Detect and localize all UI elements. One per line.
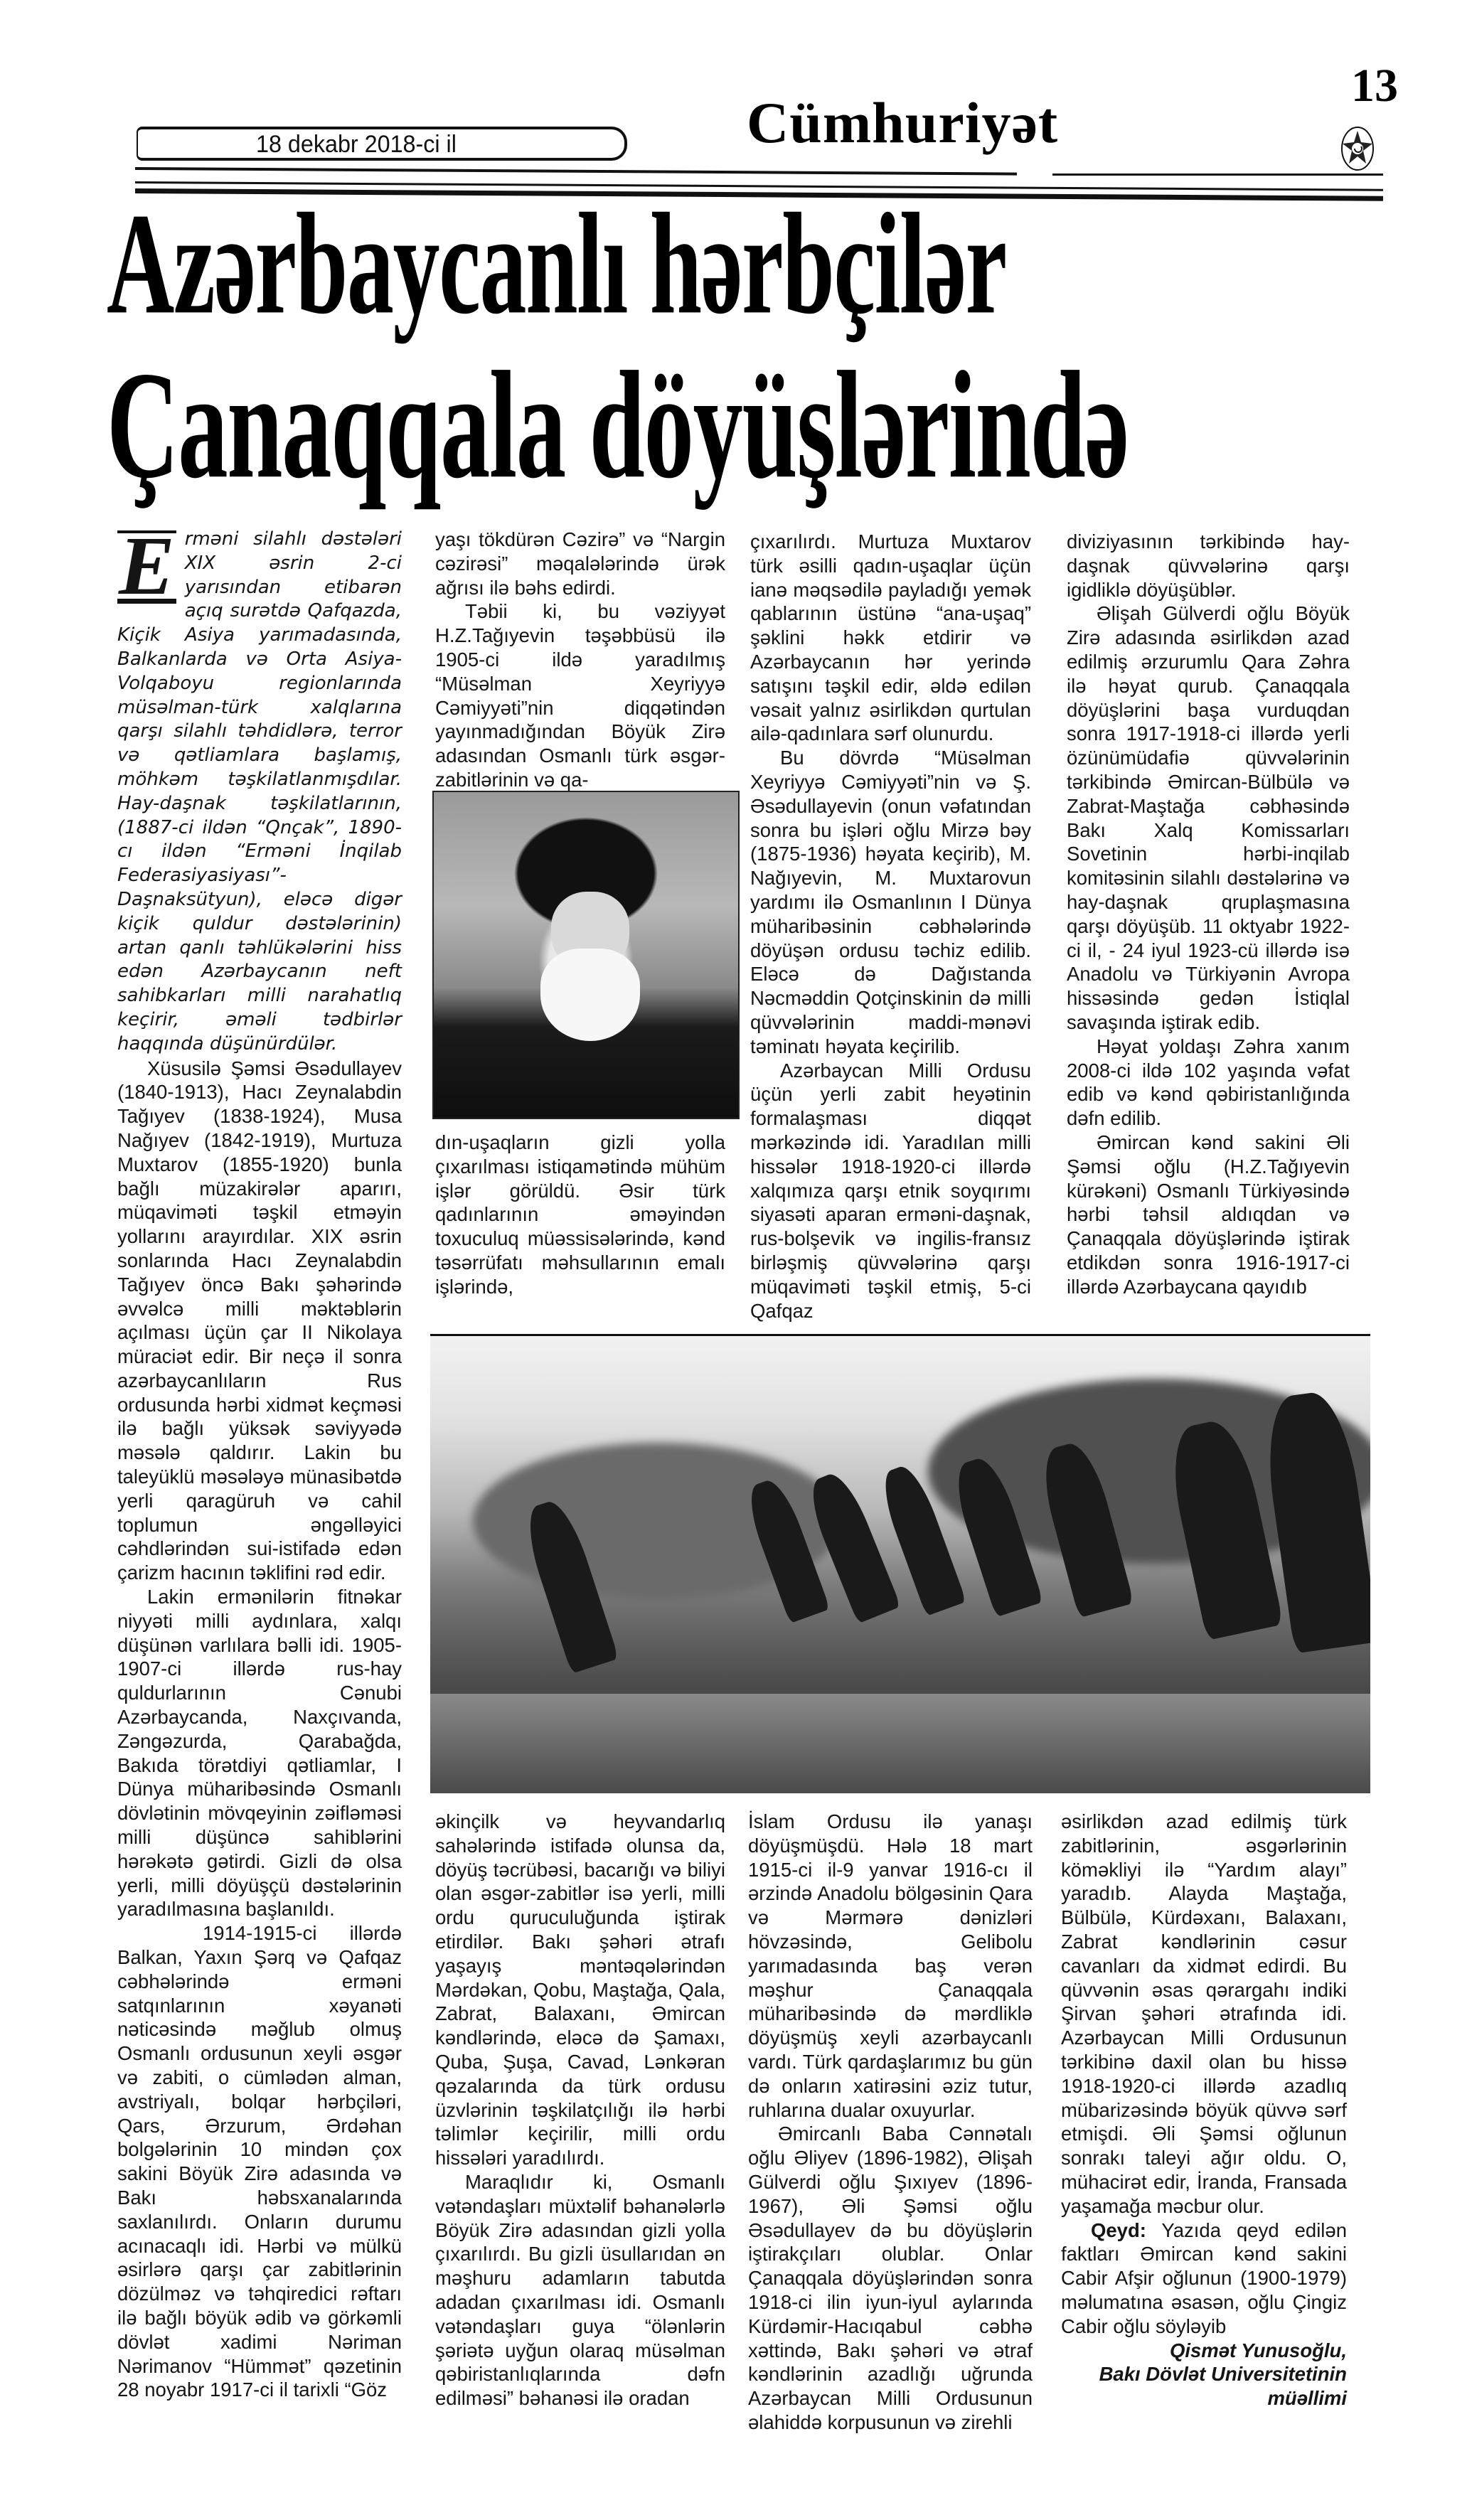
note-label: Qeyd: — [1091, 2219, 1146, 2241]
battlefield-ground — [430, 1694, 1370, 1793]
paragraph: əsirlikdən azad edilmiş türk zabitlərinin, əsgərlərinin köməkliyi ilə “Yardım alayı” yaradıb. Alayda Maştağa, Bülbülə, Kürdəxanı, Balaxanı, Zabrat kəndlərinin cəsur cavanları da xidmət edirdi. Bu qüvvənin əsas qərargahı indiki Şirvan şəhəri ətrafında idi. Azərbaycan Milli Ordusunun tərkibinə daxil olan bu hissə 1918-1920-ci illərdə azadlıq mübarizəsində böyük qüvvə sərf etmişdi. Əli Şəmsi oğlunun sonrakı taleyi ağır oldu. O, mühacirət edir, İranda, Fransada yaşamağa məcbur olur. — [1061, 1810, 1347, 2217]
article-lead — [117, 519, 402, 1057]
header-rule-top — [135, 167, 1017, 176]
paragraph: Xüsusilə Şəmsi Əsədullayev (1840-1913), Hacı Zeynalabdin Tağıyev (1838-1924), Musa Nağıyev (1842-1919), Murtuza Muxtarov (1855-1920) bunla bağlı müzakirələr aparırı, müqavimәti təşkil etməyin yollarını arayırdılar. XIX əsrin sonlarında Hacı Zeynalabdin Tağıyev öncə Bakı şəhərində əvvəlcə milli məktəblərin açılması üçün çar II Nikolaya müraciət edir. Bir neçə il sonra azərbaycanlıların Rus ordusunda hərbi xidmət keçməsi ilə bağlı yüksək səviyyədə məsələ qaldırır. Lakin bu taleyüklü məsələyə münasibətdə yerli qaragüruh və cahil toplumun əngəlləyici cəhdlərindən sui-istifadə edən çarizm hacının təklifini rəd edir. — [117, 1057, 402, 1584]
paragraph: Həyat yoldaşı Zəhra xanım 2008-ci ildə 102 yaşında vəfat edib və kənd qəbiristanlığında dəfn edilib. — [1067, 1035, 1350, 1130]
paragraph: çıxarılırdı. Murtuza Muxtarov türk əsilli qadın-uşaqlar üçün ianə məqsədilə payladığı yemək qablarının üstünə “ana-uşaq” şəklini həkk etdirir və Azərbaycanın hər yerində satışını təşkil edir, əldə edilən vəsait yalnız əsirlikdən qurtulan ailə-qadınlara sərf olunurdu. — [750, 530, 1031, 745]
paragraph: diviziyasının tərkibində hay-daşnak qüvvələrinə qarşı igidliklə döyüşüblər. — [1067, 530, 1350, 601]
paragraph: Təbii ki, bu vəziyyət H.Z.Tağıyevin təşəbbüsü ilə 1905-ci ildə yaradılmış “Müsəlman Xeyriyyə Cəmiyyəti”nin diqqətindən yayınmadığından Böyük Zirə adasından Osmanlı türk əsgər-zabitlərinin və qa- — [435, 600, 725, 791]
paragraph: Lakin ermənilərin fitnəkar niyyəti milli aydınlara, xalqı düşünən varlılara bəlli idi. 1905-1907-ci illərdə rus-hay quldurlarının Cənubi Azərbaycanda, Naxçıvanda, Zəngəzurda, Qarabağda, Bakıda törətdiyi qətliamlar, I Dünya müharibəsində Osmanlı dövlətinin mövqeyinin zəifləməsi milli düşüncə sahiblərini hərəkətə gətirdi. Gizli də olsa yerli, milli döyüşçü dəstələrinin yaradılmasına başlanıldı. — [117, 1586, 402, 1921]
paragraph: yaşı tökdürən Cəzirə” və “Nargin cəzirəsi” məqalələrində ürək ağrısı ilə bəhs edirdi. — [435, 528, 725, 599]
drop-cap: E — [119, 519, 175, 612]
newspaper-emblem-icon — [1337, 125, 1378, 172]
page-number: 13 — [1351, 60, 1398, 112]
paragraph: Əmircanlı Baba Cənnətalı oğlu Əliyev (1896-1982), Əlişah Gülverdi oğlu Şıxıyev (1896-1967), Əli Şəmsi oğlu Əsədullayev də bu döyüşlərin iştirakçıları olublar. Onlar Çanaqqala döyüşlərindən sonra 1918-ci ilin iyun-iyul aylarında Kürdəmir-Hacıqabul cəbhə xəttində, Bakı şəhəri və ətraf kəndlərinin azadlığı uğrunda Azərbaycan Milli Ordusunun əlahiddə korpusunun və zirehli — [748, 2123, 1033, 2433]
paragraph: Bu dövrdə “Müsəlman Xeyriyyə Cəmiyyəti”nin və Ş. Əsədullayevin (onun vəfatından sonra bu işləri oğlu Mirzə bəy (1875-1936) həyata keçirib), M. Nağıyevin, M. Muxtarovun yardımı ilə Osmanlının I Dünya müharibəsinin cəbhələrində döyüşən ordusu təchiz edilib. Eləcə də Dağıstanda Nəcməddin Qotçinskinin də milli qüvvələrinin maddi-mənəvi təminatı həyata keçirilib. — [750, 747, 1031, 1057]
article-column-4 — [1067, 530, 1350, 1299]
header-rule-right — [1052, 173, 1383, 176]
article-column-2-top — [435, 528, 725, 792]
note-text: Yazıda qeyd edilən faktları Əmircan kənd sakini Cabir Afşir oğlunun (1900-1979) məlumatına əsasən, oğlu Çingiz Cabir oğlu söyləyib — [1061, 2219, 1347, 2337]
paragraph: 1914-1915-ci illərdə Balkan, Yaxın Şərq və Qafqaz cəbhələrində erməni satqınlarının xəyanəti nəticəsində məğlub olmuş Osmanlı ordusunun xeyli əsgər və zabiti, o cümlədən alman, avstriyalı, bolqar hərbçiləri, Qars, Ərzurum, Ərdəhan bolgələrinin 10 mindən çox sakini Böyük Zirə adasında və Bakı həbsxanalarında saxlanılırdı. Onların durumu acınacaqlı idi. Hərbi və mülkü əsirlərə qarşı çar zabitlərinin dözülməz və təhqiredici rəftarı ilə bağlı böyük ədib və görkəmli dövlət xadimi Nəriman Nərimanov “Hümmət” qəzetinin 28 noyabr 1917-ci il tarixli “Göz — [117, 1922, 402, 2401]
author-name: Qismət Yunusoğlu, — [1169, 2339, 1347, 2361]
article-column-1 — [117, 519, 402, 2402]
article-column-3 — [750, 530, 1031, 1323]
paragraph: dın-uşaqların gizli yolla çıxarılması istiqamətində mühüm işlər görüldü. Əsir türk qadınlarının əməyindən toxuculuq müəssisələrində, kənd təsərrüfatı məhsullarının emalı işlərində, — [435, 1131, 725, 1298]
paragraph: Əmircan kənd sakini Əli Şəmsi oğlu (H.Z.Tağıyevin kürəkəni) Osmanlı Türkiyəsində hərbi təhsil aldıqdan və Çanaqqala döyüşlərində iştirak etdikdən sonra 1916-1917-ci illərdə Azərbaycana qayıdıb — [1067, 1131, 1350, 1298]
author-title: müəllimi — [1267, 2387, 1347, 2410]
portrait-beard — [540, 949, 640, 1041]
battle-photo — [430, 1334, 1370, 1793]
paragraph: əkinçilk və heyvandarlıq sahələrində istifadə olunsa da, döyüş təcrübəsi, bacarığı və biliyi olan əsgər-zabitlər isə yerli, milli ordu quruculuğunda iştirak etirdilər. Bakı şəhəri ətrafı yaşayış məntəqələrindən Mərdəkan, Qobu, Maştağa, Qala, Zabrat, Balaxanı, Əmircan kəndlərində, eləcə də Şamaxı, Quba, Şuşa, Cavad, Lənkəran qəzalarında da türk ordusu üzvlərinin təşkilatçılığı ilə hərbi təlimlər keçirilir, milli ordu hissələri yaradılırdı. — [435, 1810, 725, 2169]
article-column-2-bottom — [435, 1810, 725, 2410]
article-column-3-bottom — [748, 1810, 1033, 2435]
note-paragraph — [1061, 2219, 1347, 2339]
newspaper-masthead: Cümhuriyət — [747, 90, 1059, 155]
portrait-photo — [432, 791, 740, 1119]
paragraph: Maraqlıdır ki, Osmanlı vətəndaşları müxtəlif bəhanələrlə Böyük Zirə adasından gizli yolla çıxarılırdı. Bu gizli üsullarıdan ən məşhuru adamların tabutda adadan çıxarılması idi. Osmanlı vətəndaşları guya “ölənlərin şəriətə uyğun olaraq müsəlman qəbiristanlıqlarında dəfn edilməsi” bəhanəsi ilə oradan — [435, 2170, 725, 2410]
lead-text: rməni silahlı dəstələri XIX əsrin 2-ci yarısından etibarən açıq surətdə Qafqazda, Kiçik Asiya yarımadasında, Balkanlarda və Orta Asiya-Volqaboyu regionlarında müsəlman-türk xalqlarına qarşı silahlı təhdidlərə, terror və qətliamlara başlamış, möhkəm təşkilatlanmışdılar. Hay-daşnak təşkilatlarının, (1887-ci ildən “Qnçak”, 1890-cı ildən “Erməni İnqilab Federasiyasiyası”-Daşnaksütyun), eləcə digər kiçik quldur dəstələrinin) artan qanlı təhlükələrini hiss edən Azərbaycanın neft sahibkarları milli narahatlıq keçirir, əməli tədbirlər haqqında düşünürdülər. — [117, 528, 402, 1055]
headline-line-2: Çanaqqala döyüşlərində — [107, 340, 1129, 511]
article-column-2-middle — [435, 1131, 725, 1299]
paragraph: Azərbaycan Milli Ordusu üçün yerli zabit heyətinin formalaşması diqqət mərkəzində idi. Yaradılan milli hissələr 1918-1920-ci illərdə xalqımıza qarşı etnik soyqırımı siyasəti aparan erməni-daşnak, rus-bolşevik və ingilis-fransız birləşmiş qüvvələrinə qarşı müqaviməti təşkil etmiş, 5-ci Qafqaz — [750, 1059, 1031, 1322]
author-title: Bakı Dövlət Universitetinin — [1099, 2363, 1347, 2386]
paragraph: Əlişah Gülverdi oğlu Böyük Zirə adasında əsirlikdən azad edilmiş ərzurumlu Qara Zəhra ilə həyat qurub. Çanaqqala döyüşlərini başa vurduqdan sonra 1917-1918-ci illərdə yerli özünümüdafiə qüvvələrinin tərkibində Əmircan-Bülbülə və Zabrat-Maştağa cəbhəsində Bakı Xalq Komissarları Sovetinin hərbi-inqilab komitəsinin silahlı dəstələrinə və hay-daşnak qruplaşmasına qarşı döyüşüb. 11 oktyabr 1922-ci il, - 24 iyul 1923-cü illərdə isə Anadolu və Türkiyənin Avropa hissəsində gedən İstiqlal savaşında iştirak edib. — [1067, 602, 1350, 1033]
issue-date: 18 dekabr 2018-ci il — [256, 131, 457, 158]
paragraph: İslam Ordusu ilə yanaşı döyüşmüşdü. Hələ 18 mart 1915-ci il-9 yanvar 1916-cı il ərzində Anadolu bölgəsinin Qara və Mərmərə dənizləri hövzəsində, Gelibolu yarımadasında baş verən məşhur Çanaqqala müharibəsində də mərdliklə döyüşmüş xeyli azərbaycanlı vardı. Türk qardaşlarımız bu gün də onların xatirəsini əziz tutur, ruhlarına dualar oxuyurlar. — [748, 1810, 1033, 2121]
headline-line-1: Azərbaycanlı hərbçilər — [107, 183, 1006, 345]
article-column-4-bottom — [1061, 1810, 1347, 2410]
